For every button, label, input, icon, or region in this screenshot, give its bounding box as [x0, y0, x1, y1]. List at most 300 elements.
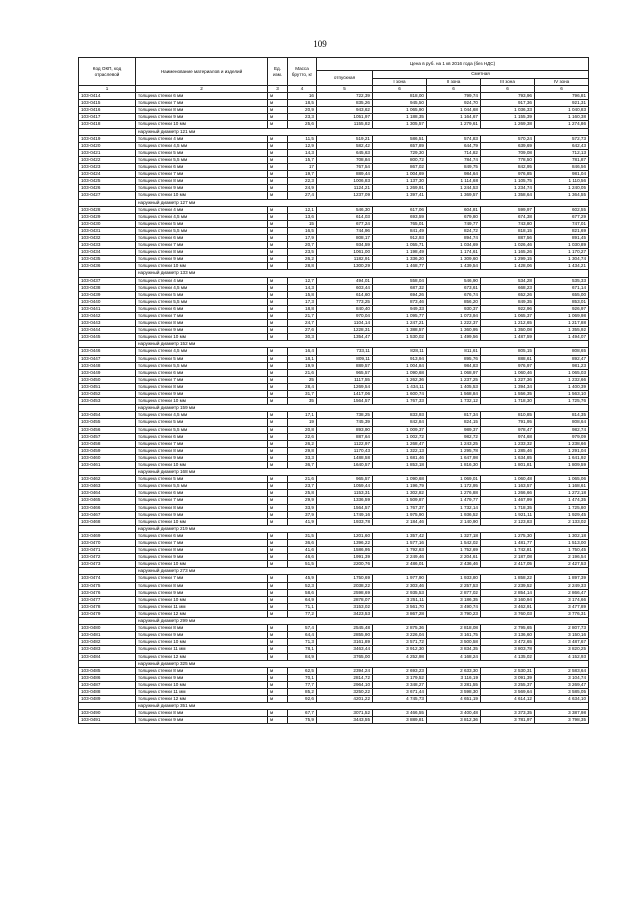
cell-unit: м — [268, 433, 288, 440]
cell-unit: м — [268, 419, 288, 426]
cell-release-price: 773,25 — [317, 298, 373, 305]
cell-zone-1-price: 828,11 — [373, 348, 427, 355]
cell-name: толщина стенки 7 мм — [136, 497, 268, 504]
cell-zone-4-price: 1 434,21 — [535, 263, 589, 270]
cell-zone-1-price: 1 055,71 — [373, 242, 427, 249]
cell-code: 103-0490 — [79, 710, 136, 717]
cell-zone-1-price: 3 226,04 — [373, 632, 427, 639]
cell-code — [79, 199, 136, 206]
cell-zone-3-price: 888,61 — [481, 355, 535, 362]
table-row — [79, 156, 589, 163]
table-row — [79, 646, 589, 653]
cell-mass: 15 — [288, 220, 317, 227]
cell-zone-2-price: 1 499,56 — [427, 334, 481, 341]
table-row — [79, 483, 589, 490]
cell-mass: 62,5 — [288, 667, 317, 674]
group-row — [79, 405, 589, 412]
cell-zone-3-price: 976,97 — [481, 362, 535, 369]
cell-zone-3-price: 1 556,35 — [481, 391, 535, 398]
cell-zone-4-price: 3 798,35 — [535, 717, 589, 724]
cell-unit: м — [268, 398, 288, 405]
table-row — [79, 717, 589, 724]
cell-zone-4-price: 642,43 — [535, 142, 589, 149]
col-number: 6 — [427, 86, 481, 93]
cell-zone-2-price: 1 732,14 — [427, 504, 481, 511]
cell-unit: м — [268, 93, 288, 100]
cell-zone-3-price: 1 742,81 — [481, 547, 535, 554]
cell-zone-4-price: 814,35 — [535, 412, 589, 419]
cell-mass: 27,6 — [288, 327, 317, 334]
cell-mass: 70,1 — [288, 674, 317, 681]
cell-name: толщина стенки 12 мм — [136, 696, 268, 703]
cell-mass: 24,7 — [288, 320, 317, 327]
cell-name: толщина стенки 5,5 мм — [136, 156, 268, 163]
table-row — [79, 263, 589, 270]
cell-zone-3-price: 1 718,35 — [481, 504, 535, 511]
cell-name: толщина стенки 10 мм — [136, 596, 268, 603]
cell-zone-1-price: 3 571,72 — [373, 639, 427, 646]
cell-zone-2-price: 2 436,46 — [427, 561, 481, 568]
cell-mass: 28,8 — [288, 263, 317, 270]
cell-zone-2-price: 1 542,02 — [427, 540, 481, 547]
cell-code: 103-0433 — [79, 242, 136, 249]
cell-release-price: 2598,69 — [317, 589, 373, 596]
cell-name: толщина стенки 10 мм — [136, 561, 268, 568]
table-row — [79, 561, 589, 568]
cell-name: толщина стенки 8 мм — [136, 625, 268, 632]
cell-release-price: 1417,06 — [317, 391, 373, 398]
group-row — [79, 270, 589, 277]
cell-release-price: 1237,09 — [317, 192, 373, 199]
cell-release-price: 893,90 — [317, 426, 373, 433]
table-row — [79, 426, 589, 433]
cell-release-price: 645,63 — [317, 149, 373, 156]
cell-zone-4-price: 1 069,98 — [535, 313, 589, 320]
header-zone-3: III зона — [481, 78, 535, 86]
cell-zone-1-price: 687,32 — [373, 284, 427, 291]
cell-zone-3-price: 791,95 — [481, 419, 535, 426]
cell-release-price: 1991,39 — [317, 554, 373, 561]
table-row — [79, 540, 589, 547]
cell-code: 103-0436 — [79, 263, 136, 270]
table-row — [79, 171, 589, 178]
cell-name: толщина стенки 12 мм — [136, 653, 268, 660]
cell-unit: м — [268, 313, 288, 320]
cell-zone-4-price: 4 634,10 — [535, 696, 589, 703]
cell-zone-1-price: 765,01 — [373, 220, 427, 227]
cell-zone-4-price: 1 494,07 — [535, 334, 589, 341]
cell-name: толщина стенки 4,5 мм — [136, 142, 268, 149]
cell-mass: 19,7 — [288, 171, 317, 178]
cell-zone-2-price: 856,20 — [427, 298, 481, 305]
cell-zone-3-price: 1 060,46 — [481, 369, 535, 376]
cell-unit: м — [268, 717, 288, 724]
cell-code: 103-0439 — [79, 291, 136, 298]
table-row — [79, 688, 589, 695]
cell-zone-3-price: 1 155,39 — [481, 114, 535, 121]
cell-mass: 26,2 — [288, 256, 317, 263]
cell-name: толщина стенки 5,5 мм — [136, 227, 268, 234]
cell-zone-2-price: 1 114,68 — [427, 178, 481, 185]
cell-name: толщина стенки 8 мм — [136, 383, 268, 390]
cell-zone-4-price: 921,31 — [535, 100, 589, 107]
header-zone-2: II зона — [427, 78, 481, 86]
header-unit: Ед. изм. — [268, 58, 288, 86]
cell-name: толщина стенки 7 мм — [136, 313, 268, 320]
cell-release-price: 1564,57 — [317, 504, 373, 511]
cell-unit: м — [268, 256, 288, 263]
cell-zone-4-price: 535,33 — [535, 277, 589, 284]
cell-zone-4-price: 891,45 — [535, 234, 589, 241]
cell-zone-3-price: 3 760,03 — [481, 610, 535, 617]
table-row — [79, 412, 589, 419]
cell-unit: м — [268, 582, 288, 589]
table-row — [79, 220, 589, 227]
cell-zone-3-price: 849,35 — [481, 298, 535, 305]
cell-zone-3-price: 3 472,65 — [481, 639, 535, 646]
cell-zone-1-price: 3 466,55 — [373, 710, 427, 717]
cell-mass: 77,7 — [288, 681, 317, 688]
cell-zone-3-price: 1 233,32 — [481, 440, 535, 447]
cell-name: толщина стенки 8 мм — [136, 710, 268, 717]
group-heading: наружный диаметр 159 мм — [136, 405, 589, 412]
cell-mass: 12,1 — [288, 206, 317, 213]
cell-name: толщина стенки 9 мм — [136, 454, 268, 461]
cell-release-price: 808,17 — [317, 234, 373, 241]
cell-zone-2-price: 2 877,02 — [427, 589, 481, 596]
cell-zone-3-price: 743,80 — [481, 220, 535, 227]
cell-zone-3-price: 922,96 — [481, 305, 535, 312]
cell-release-price: 2855,90 — [317, 632, 373, 639]
cell-code: 103-0441 — [79, 305, 136, 312]
cell-zone-1-price: 3 348,27 — [373, 681, 427, 688]
cell-name: толщина стенки 9 мм — [136, 717, 268, 724]
cell-unit: м — [268, 391, 288, 398]
cell-unit: м — [268, 440, 288, 447]
cell-zone-4-price: 2 249,33 — [535, 582, 589, 589]
cell-zone-2-price: 1 068,97 — [427, 369, 481, 376]
cell-zone-4-price: 1 364,55 — [535, 192, 589, 199]
cell-zone-2-price: 1 933,80 — [427, 575, 481, 582]
cell-release-price: 1122,97 — [317, 440, 373, 447]
cell-code: 103-0416 — [79, 107, 136, 114]
group-row — [79, 128, 589, 135]
cell-name: толщина стенки 8 мм — [136, 667, 268, 674]
cell-zone-3-price: 3 091,39 — [481, 674, 535, 681]
cell-zone-4-price: 1 274,86 — [535, 121, 589, 128]
cell-zone-1-price: 1 196,79 — [373, 483, 427, 490]
table-row — [79, 639, 589, 646]
cell-zone-4-price: 1 291,04 — [535, 447, 589, 454]
group-heading: наружный диаметр 219 мм — [136, 525, 589, 532]
cell-mass: 16,5 — [288, 227, 317, 234]
table-row — [79, 575, 589, 582]
cell-code: 103-0418 — [79, 121, 136, 128]
cell-unit: м — [268, 554, 288, 561]
cell-zone-3-price: 1 428,06 — [481, 263, 535, 270]
table-row — [79, 710, 589, 717]
cell-zone-4-price: 1 170,27 — [535, 249, 589, 256]
cell-code: 103-0481 — [79, 632, 136, 639]
cell-code: 103-0422 — [79, 156, 136, 163]
cell-zone-3-price: 1 394,34 — [481, 383, 535, 390]
group-heading: наружный диаметр 168 мм — [136, 469, 589, 476]
cell-zone-1-price: 1 090,68 — [373, 476, 427, 483]
cell-mass: 23,3 — [288, 114, 317, 121]
cell-zone-4-price: 781,87 — [535, 156, 589, 163]
group-row — [79, 618, 589, 625]
table-header — [79, 58, 589, 93]
cell-zone-1-price: 2 875,36 — [373, 625, 427, 632]
cell-zone-1-price: 558,04 — [373, 277, 427, 284]
cell-zone-2-price: 1 244,53 — [427, 185, 481, 192]
cell-code: 103-0443 — [79, 320, 136, 327]
cell-release-price: 1228,31 — [317, 327, 373, 334]
cell-zone-2-price: 1 073,94 — [427, 313, 481, 320]
cell-release-price: 2878,07 — [317, 596, 373, 603]
cell-release-price: 887,64 — [317, 433, 373, 440]
cell-name: толщина стенки 6 мм — [136, 164, 268, 171]
cell-zone-4-price: 3 104,74 — [535, 674, 589, 681]
cell-zone-2-price: 3 812,36 — [427, 717, 481, 724]
cell-mass: 51,5 — [288, 561, 317, 568]
cell-code — [79, 469, 136, 476]
cell-zone-3-price: 976,85 — [481, 171, 535, 178]
table-row — [79, 234, 589, 241]
cell-unit: м — [268, 383, 288, 390]
cell-name: толщина стенки 4 мм — [136, 135, 268, 142]
cell-release-price: 614,03 — [317, 213, 373, 220]
page-number: 109 — [313, 39, 327, 49]
cell-zone-3-price: 2 239,52 — [481, 582, 535, 589]
cell-zone-2-price: 1 936,52 — [427, 511, 481, 518]
group-heading: наружный диаметр 152 мм — [136, 341, 589, 348]
cell-name: толщина стенки 8 мм — [136, 320, 268, 327]
cell-zone-2-price: 3 161,75 — [427, 632, 481, 639]
cell-code: 103-0440 — [79, 298, 136, 305]
cell-code: 103-0473 — [79, 561, 136, 568]
table-row — [79, 284, 589, 291]
cell-code: 103-0423 — [79, 164, 136, 171]
cell-code: 103-0461 — [79, 461, 136, 468]
cell-zone-1-price: 1 009,37 — [373, 426, 427, 433]
cell-zone-1-price: 1 247,21 — [373, 320, 427, 327]
cell-name: толщина стенки 6 мм — [136, 93, 268, 100]
cell-name: толщина стенки 8 мм — [136, 447, 268, 454]
cell-zone-3-price: 674,38 — [481, 213, 535, 220]
cell-mass: 23,7 — [288, 483, 317, 490]
cell-unit: м — [268, 227, 288, 234]
cell-zone-2-price: 817,34 — [427, 412, 481, 419]
cell-code: 103-0468 — [79, 518, 136, 525]
cell-code: 103-0478 — [79, 603, 136, 610]
cell-mass: 20,8 — [288, 426, 317, 433]
cell-unit: м — [268, 696, 288, 703]
cell-code: 103-0428 — [79, 206, 136, 213]
cell-release-price: 1640,57 — [317, 461, 373, 468]
cell-unit: м — [268, 454, 288, 461]
cell-zone-1-price: 2 184,46 — [373, 518, 427, 525]
table-row — [79, 419, 589, 426]
cell-name: толщина стенки 5 мм — [136, 355, 268, 362]
cell-mass: 27,4 — [288, 192, 317, 199]
cell-code: 103-0479 — [79, 610, 136, 617]
cell-unit: м — [268, 497, 288, 504]
cell-mass: 36,6 — [288, 540, 317, 547]
cell-release-price: 738,25 — [317, 412, 373, 419]
cell-unit: м — [268, 596, 288, 603]
cell-code: 103-0482 — [79, 639, 136, 646]
cell-mass: 22,6 — [288, 433, 317, 440]
cell-zone-2-price: 1 405,53 — [427, 383, 481, 390]
cell-zone-3-price: 818,15 — [481, 227, 535, 234]
cell-zone-2-price: 824,72 — [427, 227, 481, 234]
table-row — [79, 497, 589, 504]
cell-name: толщина стенки 10 мм — [136, 461, 268, 468]
table-row — [79, 149, 589, 156]
cell-zone-3-price: 842,95 — [481, 164, 535, 171]
cell-mass: 21,6 — [288, 369, 317, 376]
cell-unit: м — [268, 305, 288, 312]
cell-zone-2-price: 1 069,01 — [427, 476, 481, 483]
cell-name: толщина стенки 5 мм — [136, 476, 268, 483]
cell-zone-4-price: 981,23 — [535, 362, 589, 369]
cell-release-price: 1564,57 — [317, 398, 373, 405]
cell-unit: м — [268, 674, 288, 681]
cell-zone-1-price: 873,46 — [373, 298, 427, 305]
cell-name: толщина стенки 5,5 мм — [136, 362, 268, 369]
cell-unit: м — [268, 461, 288, 468]
cell-zone-2-price: 644,79 — [427, 142, 481, 149]
cell-release-price: 934,59 — [317, 242, 373, 249]
cell-name: толщина стенки 6 мм — [136, 234, 268, 241]
cell-zone-1-price: 1 468,77 — [373, 263, 427, 270]
cell-zone-2-price: 1 172,95 — [427, 483, 481, 490]
cell-name: толщина стенки 11 мм — [136, 688, 268, 695]
cell-release-price: 1586,95 — [317, 547, 373, 554]
cell-zone-4-price: 2 427,53 — [535, 561, 589, 568]
cell-release-price: 889,44 — [317, 171, 373, 178]
cell-zone-3-price: 3 136,60 — [481, 632, 535, 639]
cell-release-price: 1396,22 — [317, 540, 373, 547]
cell-zone-3-price: 2 854,14 — [481, 589, 535, 596]
cell-zone-3-price: 1 285,46 — [481, 447, 535, 454]
cell-code — [79, 270, 136, 277]
cell-release-price: 722,39 — [317, 93, 373, 100]
cell-zone-4-price: 572,73 — [535, 135, 589, 142]
cell-zone-1-price: 818,00 — [373, 93, 427, 100]
cell-zone-4-price: 1 897,39 — [535, 575, 589, 582]
cell-zone-2-price: 2 257,53 — [427, 582, 481, 589]
cell-name: толщина стенки 10 мм — [136, 639, 268, 646]
cell-zone-4-price: 2 866,47 — [535, 589, 589, 596]
group-heading: наружный диаметр 121 мм — [136, 128, 589, 135]
cell-zone-2-price: 3 598,30 — [427, 688, 481, 695]
table-row — [79, 603, 589, 610]
cell-code: 103-0426 — [79, 185, 136, 192]
cell-release-price: 943,62 — [317, 107, 373, 114]
cell-zone-2-price: 1 479,77 — [427, 497, 481, 504]
cell-code — [79, 341, 136, 348]
cell-code: 103-0471 — [79, 547, 136, 554]
cell-release-price: 889,57 — [317, 362, 373, 369]
cell-unit: м — [268, 632, 288, 639]
cell-zone-2-price: 1 752,69 — [427, 547, 481, 554]
cell-zone-4-price: 1 065,06 — [535, 476, 589, 483]
cell-code: 103-0437 — [79, 277, 136, 284]
cell-unit: м — [268, 540, 288, 547]
cell-mass: 75,9 — [288, 717, 317, 724]
cell-zone-3-price: 570,24 — [481, 135, 535, 142]
cell-unit: м — [268, 234, 288, 241]
cell-mass: 15,7 — [288, 156, 317, 163]
cell-release-price: 767,54 — [317, 164, 373, 171]
cell-zone-2-price: 1 164,67 — [427, 114, 481, 121]
cell-release-price: 1170,43 — [317, 447, 373, 454]
cell-unit: м — [268, 589, 288, 596]
cell-unit: м — [268, 412, 288, 419]
cell-code: 103-0475 — [79, 582, 136, 589]
cell-zone-1-price: 1 434,11 — [373, 383, 427, 390]
header-mass: Масса брутто, кг — [288, 58, 317, 86]
cell-name: толщина стенки 7 мм — [136, 376, 268, 383]
cell-zone-4-price: 2 807,73 — [535, 625, 589, 632]
cell-unit: м — [268, 291, 288, 298]
cell-release-price: 1933,78 — [317, 518, 373, 525]
cell-code: 103-0469 — [79, 532, 136, 539]
cell-zone-1-price: 1 004,69 — [373, 171, 427, 178]
cell-release-price: 840,40 — [317, 305, 373, 312]
cell-mass: 64,9 — [288, 596, 317, 603]
cell-zone-4-price: 1 272,18 — [535, 490, 589, 497]
cell-zone-1-price: 1 397,41 — [373, 192, 427, 199]
cell-name: толщина стенки 5 мм — [136, 149, 268, 156]
cell-zone-3-price: 778,50 — [481, 156, 535, 163]
cell-zone-4-price: 1 232,66 — [535, 376, 589, 383]
cell-unit: м — [268, 483, 288, 490]
cell-name: толщина стенки 4 мм — [136, 206, 268, 213]
cell-unit: м — [268, 192, 288, 199]
cell-zone-4-price: 1 110,56 — [535, 178, 589, 185]
cell-zone-4-price: 1 355,92 — [535, 327, 589, 334]
cell-zone-2-price: 4 651,19 — [427, 696, 481, 703]
cell-name: толщина стенки 6 мм — [136, 305, 268, 312]
table-row — [79, 383, 589, 390]
cell-zone-4-price: 602,55 — [535, 206, 589, 213]
cell-code: 103-0449 — [79, 369, 136, 376]
cell-release-price: 965,57 — [317, 369, 373, 376]
group-heading: наружный диаметр 325 мм — [136, 660, 589, 667]
table-row — [79, 696, 589, 703]
cell-unit: м — [268, 121, 288, 128]
cell-zone-1-price: 1 090,68 — [373, 369, 427, 376]
cell-name: толщина стенки 10 мм — [136, 681, 268, 688]
cell-zone-2-price: 924,70 — [427, 100, 481, 107]
table-row — [79, 242, 589, 249]
cell-name: толщина стенки 4,5 мм — [136, 412, 268, 419]
table-row — [79, 227, 589, 234]
cell-unit: м — [268, 149, 288, 156]
cell-release-price: 1153,31 — [317, 490, 373, 497]
cell-mass: 11,5 — [288, 135, 317, 142]
cell-zone-4-price: 2 583,64 — [535, 667, 589, 674]
cell-zone-2-price: 574,83 — [427, 135, 481, 142]
cell-zone-1-price: 1 509,87 — [373, 497, 427, 504]
cell-code: 103-0446 — [79, 348, 136, 355]
cell-zone-2-price: 3 790,23 — [427, 610, 481, 617]
group-row — [79, 199, 589, 206]
cell-release-price: 1059,44 — [317, 483, 373, 490]
